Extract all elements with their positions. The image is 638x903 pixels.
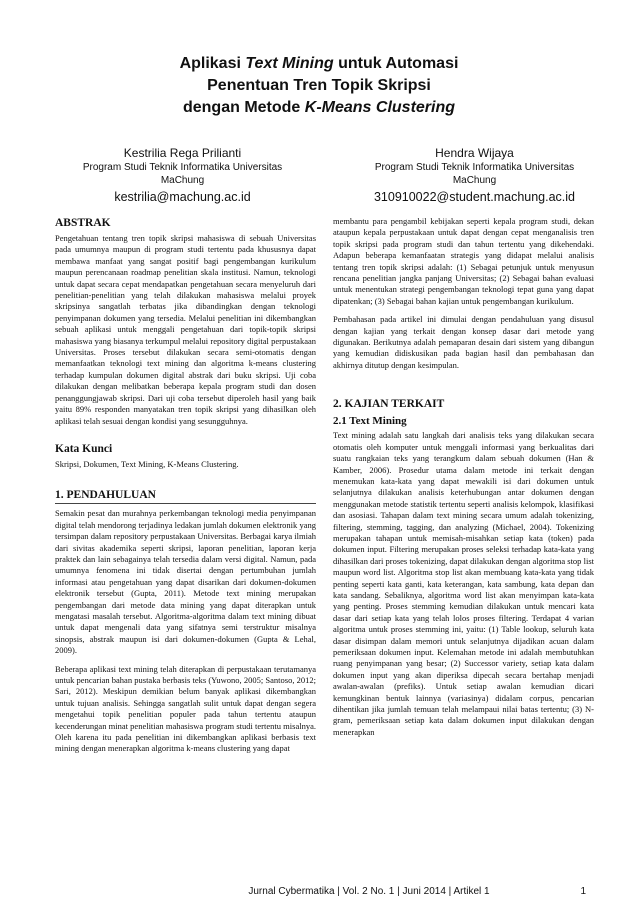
section-1-paragraph-2: Beberapa aplikasi text mining telah diterapkan di perpustakaan terutamanya untuk pencarian bahan pustaka berbasis teks (Yuwono, 2005; Santoso, 2012; Sari, 2012). Meskipun demikian belum banyak aplikasi dikembangkan untuk tujuan analisis. Sehingga sangatlah sulit untuk dapat dengan segera mengetahui topik penelitian populer pada tahun tertentu ataupun kecenderungan minat penelitian mahasiswa program studi tertentu misalnya. Oleh karena itu pada penelitian ini dikembangkan aplikasi berbasis text mining dengan menerapkan algoritma k-means clustering yang dapat xyxy=(55,663,316,754)
keywords-heading: Kata Kunci xyxy=(55,442,113,455)
author-block xyxy=(50,146,610,208)
author-name: Hendra Wijaya xyxy=(435,146,514,160)
outline-paragraph: Pembahasan pada artikel ini dimulai dengan pendahuluan yang disusul dengan kajian yang terkait dengan konsep dasar dari metode yang digunakan. Berikutnya adalah pemaparan desain dari sistem yang dibangun yang kemudian didiskusikan pada bagian hasil dan pembahasan dan akhirnya ditutup dengan kesimpulan. xyxy=(333,314,594,370)
text-mining-paragraph: Text mining adalah satu langkah dari analisis teks yang dilakukan secara otomatis oleh komputer untuk menggali informasi yang berkualitas dari suatu rangkaian teks yang terangkum dalam sebuah dokumen (Han & Kamber, 2006). Prosedur utama dalam metode ini terkait dengan menemukan kata-kata yang dapat mewakili isi dari dokumen untuk selanjutnya dilakukan analisis keterhubungan antar dokumen dengan menggunakan metode statistik tertentu seperti analisis kelompok, klasifikasi dan asosiasi. Tahapan dalam text mining secara umum adalah tokenizing, filtering, stemming, tagging, dan analyzing (Michael, 2004). Tokenizing merupakan tahapan untuk memisah-misahkan setiap kata (token) pada dokumen input. Filtering merupakan proses seleksi terhadap kata-kata yang dihasilkan dari proses tokenizing, dapat dilakukan dengan algoritma stop list maupun word list. Algoritma stop list akan membuang kata-kata yang tidak penting seperti kata ganti, kata keterangan, kata sambung, kata depan dan kata sandang. Sebaliknya, algoritma word list akan menyimpan kata-kata yang penting. Proses stemming kemudian dilakukan untuk mencari kata dasar dari setiap kata yang telah lolos proses filtering. Terdapat 4 varian algoritma untuk proses stemming ini, yaitu: (1) Table lookup, seluruh kata dasar disimpan dalam memori untuk selanjutnya dijadikan acuan dalam pemeriksaan dokumen input. Kelemahan metode ini adalah membutuhkan ruang penyimpanan yang besar; (2) Successor variety, setiap kata dalam dokumen input yang akan diperiksa dipecah secara bertahap menjadi awalan-awalan (prefiks). Untuk setiap awalan kemudian dicari kemungkinan bentuk lainnya (variasinya) didalam corpus, pencarian dihentikan jika jumlah temuan telah melampaui nilai batas tertentu; (3) N-gram, pemeriksaan setiap kata dalam dokumen input dilakukan dengan menerapkan xyxy=(333,430,594,737)
title-line-1: Aplikasi Text Mining untuk Automasi xyxy=(179,55,459,72)
author-affiliation: MaChung xyxy=(160,175,205,186)
author-1 xyxy=(50,146,315,206)
author-affiliation: Program Studi Teknik Informatika Universitas xyxy=(374,162,575,173)
abstract-heading: ABSTRAK xyxy=(55,217,111,229)
author-affiliation: MaChung xyxy=(452,175,497,186)
author-2 xyxy=(342,146,607,206)
keywords-text: Skripsi, Dokumen, Text Mining, K-Means Clustering. xyxy=(55,458,239,469)
journal-footer: Jurnal Cybermatika | Vol. 2 No. 1 | Juni 2014 | Artikel 1 xyxy=(248,886,490,897)
right-column xyxy=(333,216,594,738)
section-1-heading: 1. PENDAHULUAN xyxy=(55,488,316,504)
intro-continued-paragraph: membantu para pengambil kebijakan seperti kepala program studi, dekan ataupun kepala perpustakaan untuk dapat dengan cepat menganalisis tren topik skripsi pada program studi dan tahun tertentu yang dikehendaki. Adapun beberapa kemanfaatan strategis yang didapat melalui analisis tentang tren topik skripsi adalah: (1) Sebagai petunjuk untuk menyusun rencana penelitian jangka panjang Universitas; (2) Sebagai bahan evaluasi untuk menentukan strategi pengembangan teknologi tepat guna yang dapat dipatenkan; (3) Sebagai bahan kajian untuk pengembangan kurikulum. xyxy=(333,216,594,306)
section-1-paragraph-1: Semakin pesat dan murahnya perkembangan teknologi media penyimpanan digital telah mendorong terjadinya ledakan jumlah dokumen elektronik yang tersimpan dalam repository perpustakaan Universitas. Berbagai karya ilmiah dari sivitas akademika seperti skripsi, laporan penelitian, laporan kerja praktek dan lain sebagainya telah tersedia dalam versi digital. Namun, pada umumnya fenomena ini tidak disertai dengan pertumbuhan jumlah informasi atau pengetahuan yang dapat disarikan dari dokumen-dokumen elektronik tersebut (Gupta, 2011). Metode text mining merupakan pengembangan dari metode data mining yang dapat diterapkan untuk mengatasi masalah tersebut. Algoritma-algoritma dalam text mining dibuat untuk dapat mengenali data yang sifatnya semi terstruktur misalnya sinopsis, abstrak maupun isi dari dokumen-dokumen (Gupta & Lehal, 2009). xyxy=(55,508,316,656)
section-2-heading: 2. KAJIAN TERKAIT xyxy=(333,398,445,411)
subsection-2-1-heading: 2.1 Text Mining xyxy=(333,415,407,428)
abstract-text: Pengetahuan tentang tren topik skripsi mahasiswa di sebuah Universitas pada umumnya maupun di program studi tertentu pada khususnya dapat membawa manfaat yang sangat positif bagi pengembangan kurikulum maupun perencanaan roadmap penelitian skala institusi. Namun, teknologi untuk dapat secara cepat mendapatkan pengetahuan secara menyeluruh dari penelitian-penelitian yang telah dilakukan mahasiswa melalui proyek skripsinya sangatlah terbatas jika dibandingkan dengan teknologi penyimpanan dokumen yang tersedia. Melalui penelitian ini dikembangkan sebuah aplikasi untuk menggali pengetahuan dari topik-topik skripsi mahasiswa yang biasanya terkumpul melalui repository digital perpustakaan Universitas. Proses tersebut dilakukan secara semi-otomatis dengan memanfaatkan teknologi text mining dan algoritma k-means clustering terhadap kumpulan dokumen digital abstrak dari buku skripsi. Uji coba dilakukan dengan melibatkan beberapa kepala program studi dan dosen penanggungjawab skripsi. Dari uji coba tersebut diperoleh hasil yang baik yaitu 89% responden manyatakan tren topik skripsi yang dihasilkan oleh aplikasi telah sesuai dengan kondisi yang sesungguhnya. xyxy=(55,233,316,426)
title-line-2: Penentuan Tren Topik Skripsi xyxy=(207,77,431,94)
title-line-3: dengan Metode K-Means Clustering xyxy=(182,99,456,116)
page-number: 1 xyxy=(580,886,586,897)
author-name: Kestrilia Rega Prilianti xyxy=(123,146,242,160)
author-email: 310910022@student.machung.ac.id xyxy=(373,190,576,204)
left-column xyxy=(55,216,316,755)
author-affiliation: Program Studi Teknik Informatika Universitas xyxy=(82,162,283,173)
paper-title xyxy=(60,53,578,119)
author-email: kestrilia@machung.ac.id xyxy=(114,190,251,204)
